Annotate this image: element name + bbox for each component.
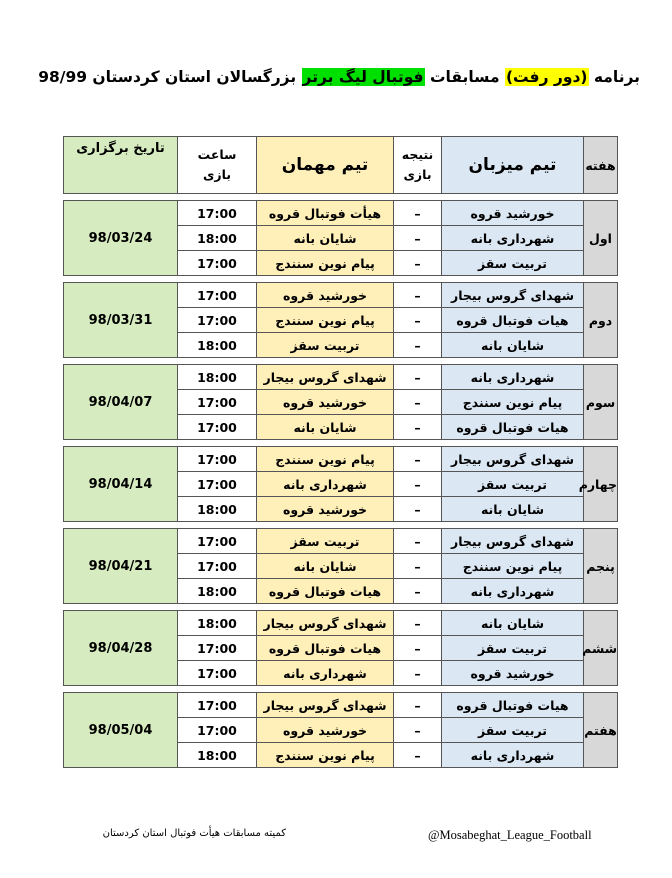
schedule-table <box>63 136 618 768</box>
host-team: تربیت سقز <box>442 251 584 276</box>
host-team: پیام نوین سنندج <box>442 554 584 579</box>
guest-team: هیأت فوتبال قروه <box>257 201 394 226</box>
host-team: شایان بانه <box>442 611 584 636</box>
match-result: – <box>394 447 442 472</box>
guest-team: خورشید قروه <box>257 718 394 743</box>
match-result: – <box>394 415 442 440</box>
match-result: – <box>394 226 442 251</box>
guest-team: شهرداری بانه <box>257 472 394 497</box>
match-time: 17:00 <box>178 390 257 415</box>
match-time: 17:00 <box>178 283 257 308</box>
match-date: 98/03/31 <box>64 283 178 358</box>
header-time <box>178 137 257 194</box>
guest-team: پیام نوین سنندج <box>257 251 394 276</box>
match-date: 98/05/04 <box>64 693 178 768</box>
table-row <box>64 201 618 226</box>
match-time: 17:00 <box>178 447 257 472</box>
table-row <box>64 447 618 472</box>
host-team: هیات فوتبال قروه <box>442 693 584 718</box>
table-row <box>64 529 618 554</box>
week-spacer-cell <box>64 358 618 365</box>
host-team: شهدای گروس بیجار <box>442 529 584 554</box>
match-time: 17:00 <box>178 661 257 686</box>
week-spacer-cell <box>64 686 618 693</box>
guest-team: خورشید قروه <box>257 390 394 415</box>
match-date: 98/03/24 <box>64 201 178 276</box>
match-date: 98/04/14 <box>64 447 178 522</box>
match-time: 17:00 <box>178 529 257 554</box>
header-result-line1: نتیجه <box>401 147 434 162</box>
guest-team: شهدای گروس بیجار <box>257 693 394 718</box>
guest-team: هیات فوتبال قروه <box>257 636 394 661</box>
host-team: شایان بانه <box>442 333 584 358</box>
week-spacer-cell <box>64 194 618 201</box>
match-result: – <box>394 308 442 333</box>
header-host: تیم میزبان <box>442 137 584 194</box>
title-part-3: مسابقات <box>424 68 505 86</box>
match-time: 18:00 <box>178 226 257 251</box>
guest-team: شایان بانه <box>257 415 394 440</box>
match-time: 17:00 <box>178 554 257 579</box>
week-spacer-cell <box>64 440 618 447</box>
host-team: شهدای گروس بیجار <box>442 283 584 308</box>
match-result: – <box>394 693 442 718</box>
match-result: – <box>394 529 442 554</box>
match-time: 18:00 <box>178 579 257 604</box>
match-result: – <box>394 365 442 390</box>
week-name: دوم <box>584 283 618 358</box>
week-spacer <box>64 604 618 611</box>
week-name: پنجم <box>584 529 618 604</box>
footer-handle: @Mosabeghat_League_Football <box>428 828 592 842</box>
match-time: 17:00 <box>178 472 257 497</box>
host-team: هیات فوتبال قروه <box>442 415 584 440</box>
match-time: 17:00 <box>178 415 257 440</box>
guest-team: پیام نوین سنندج <box>257 743 394 768</box>
match-date: 98/04/28 <box>64 611 178 686</box>
header-week: هفته <box>584 137 618 194</box>
host-team: شهرداری بانه <box>442 365 584 390</box>
host-team: هیات فوتبال قروه <box>442 308 584 333</box>
match-result: – <box>394 611 442 636</box>
match-result: – <box>394 579 442 604</box>
week-spacer <box>64 522 618 529</box>
week-spacer-cell <box>64 522 618 529</box>
match-result: – <box>394 743 442 768</box>
host-team: پیام نوین سنندج <box>442 390 584 415</box>
week-spacer <box>64 358 618 365</box>
table-row <box>64 611 618 636</box>
host-team: خورشید قروه <box>442 201 584 226</box>
header-row <box>64 137 618 194</box>
host-team: شایان بانه <box>442 497 584 522</box>
match-result: – <box>394 390 442 415</box>
week-spacer <box>64 194 618 201</box>
week-name: هفتم <box>584 693 618 768</box>
week-spacer <box>64 276 618 283</box>
match-time: 18:00 <box>178 743 257 768</box>
guest-team: خورشید قروه <box>257 497 394 522</box>
host-team: خورشید قروه <box>442 661 584 686</box>
guest-team: خورشید قروه <box>257 283 394 308</box>
match-result: – <box>394 497 442 522</box>
footer-committee: کمیته مسابقات هیأت فوتبال استان کردستان <box>102 828 286 839</box>
match-result: – <box>394 554 442 579</box>
guest-team: شهرداری بانه <box>257 661 394 686</box>
match-time: 17:00 <box>178 251 257 276</box>
match-time: 18:00 <box>178 333 257 358</box>
match-time: 18:00 <box>178 497 257 522</box>
match-time: 17:00 <box>178 201 257 226</box>
match-time: 17:00 <box>178 718 257 743</box>
week-name: ششم <box>584 611 618 686</box>
host-team: شهدای گروس بیجار <box>442 447 584 472</box>
host-team: شهرداری بانه <box>442 226 584 251</box>
guest-team: پیام نوین سنندج <box>257 447 394 472</box>
guest-team: شایان بانه <box>257 226 394 251</box>
week-spacer-cell <box>64 604 618 611</box>
week-name: سوم <box>584 365 618 440</box>
match-result: – <box>394 472 442 497</box>
title-part-1: برنامه <box>588 68 640 86</box>
match-result: – <box>394 201 442 226</box>
match-time: 18:00 <box>178 611 257 636</box>
match-result: – <box>394 283 442 308</box>
match-date: 98/04/21 <box>64 529 178 604</box>
host-team: شهرداری بانه <box>442 743 584 768</box>
host-team: شهرداری بانه <box>442 579 584 604</box>
table-row <box>64 365 618 390</box>
guest-team: شهدای گروس بیجار <box>257 611 394 636</box>
header-guest: تیم مهمان <box>257 137 394 194</box>
guest-team: شایان بانه <box>257 554 394 579</box>
header-time-line1: ساعت <box>197 147 237 162</box>
guest-team: پیام نوین سنندج <box>257 308 394 333</box>
page-title <box>40 68 640 86</box>
table-row <box>64 693 618 718</box>
guest-team: تربیت سقز <box>257 529 394 554</box>
match-time: 17:00 <box>178 636 257 661</box>
table-row <box>64 283 618 308</box>
host-team: تربیت سقز <box>442 636 584 661</box>
match-time: 18:00 <box>178 365 257 390</box>
title-highlight-league: فوتبال لیگ برتر <box>302 68 424 86</box>
schedule-body <box>64 194 618 768</box>
guest-team: هیات فوتبال قروه <box>257 579 394 604</box>
guest-team: تربیت سقز <box>257 333 394 358</box>
guest-team: شهدای گروس بیجار <box>257 365 394 390</box>
match-time: 17:00 <box>178 308 257 333</box>
match-date: 98/04/07 <box>64 365 178 440</box>
match-time: 17:00 <box>178 693 257 718</box>
header-time-line2: بازی <box>202 167 232 182</box>
header-result <box>394 137 442 194</box>
title-highlight-round: (دور رفت) <box>505 68 588 86</box>
match-result: – <box>394 636 442 661</box>
match-result: – <box>394 718 442 743</box>
header-result-line2: بازی <box>403 167 432 182</box>
week-name: چهارم <box>584 447 618 522</box>
week-spacer <box>64 440 618 447</box>
week-spacer <box>64 686 618 693</box>
match-result: – <box>394 333 442 358</box>
host-team: تربیت سقز <box>442 718 584 743</box>
host-team: تربیت سقز <box>442 472 584 497</box>
title-part-5: بزرگسالان استان کردستان 98/99 <box>38 68 302 86</box>
header-date: تاریخ برگزاری <box>64 137 178 194</box>
match-result: – <box>394 661 442 686</box>
week-name: اول <box>584 201 618 276</box>
match-result: – <box>394 251 442 276</box>
week-spacer-cell <box>64 276 618 283</box>
